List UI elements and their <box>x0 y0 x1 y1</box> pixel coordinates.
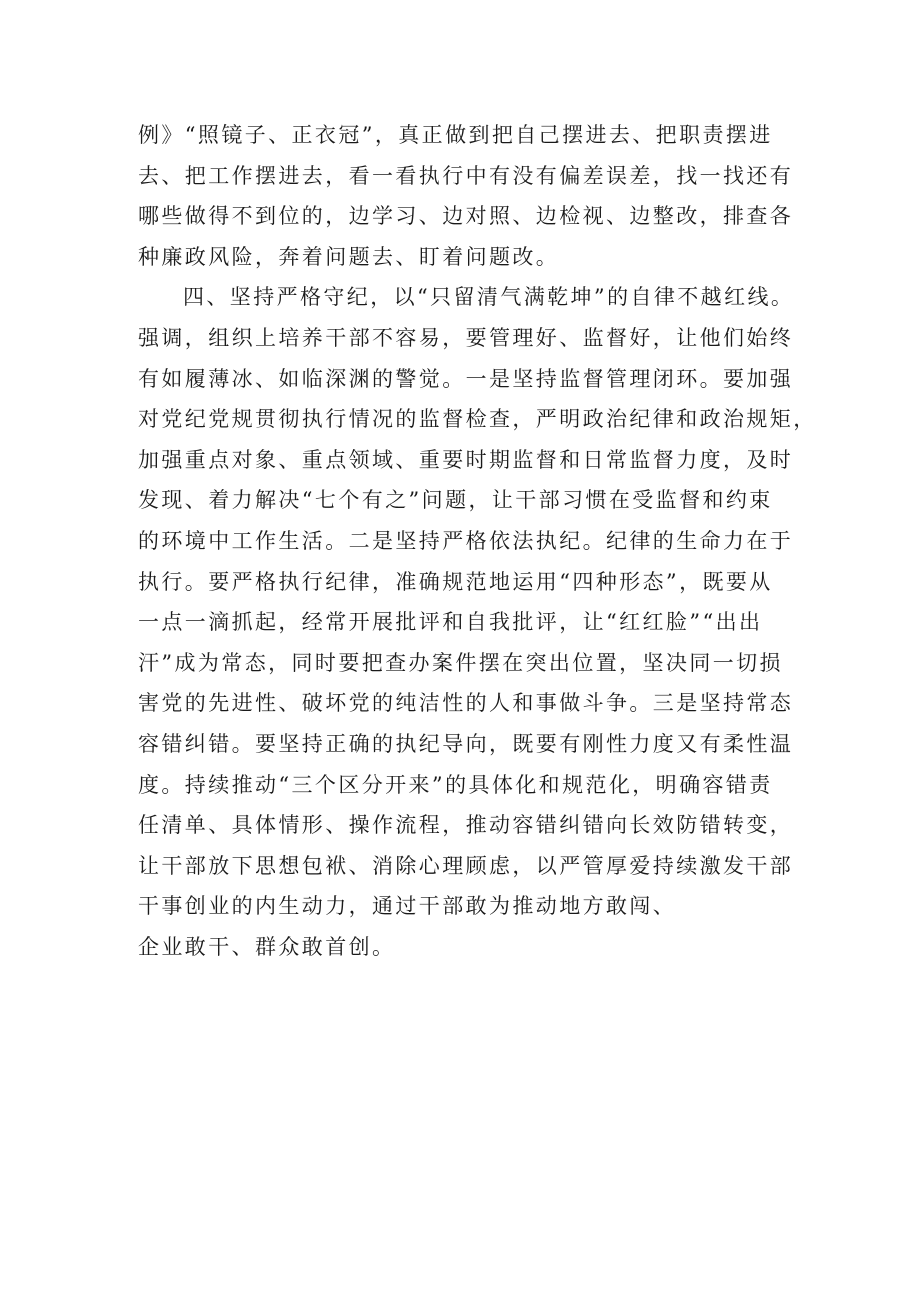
text-line: 强调，组织上培养干部不容易，要管理好、监督好，让他们始终 <box>138 325 794 350</box>
text-line: 去、把工作摆进去，看一看执行中有没有偏差误差，找一找还有 <box>138 163 794 188</box>
text-line: 企业敢干、群众敢首创。 <box>138 934 396 959</box>
text-line: 汗”成为常态，同时要把查办案件摆在突出位置，坚决同一切损 <box>138 650 783 675</box>
text-line: 哪些做得不到位的，边学习、边对照、边检视、边整改，排查各 <box>138 204 794 229</box>
text-line: 例》“照镜子、正衣冠”，真正做到把自己摆进去、把职责摆进 <box>138 123 773 147</box>
text-line: 让干部放下思想包袱、消除心理顾虑，以严管厚爱持续激发干部 <box>138 853 794 878</box>
text-line: 有如履薄冰、如临深渊的警觉。一是坚持监督管理闭环。要加强 <box>138 366 794 391</box>
text-line: 容错纠错。要坚持正确的执纪导向，既要有刚性力度又有柔性温 <box>138 731 794 756</box>
text-line: 对党纪党规贯彻执行情况的监督检查，严明政治纪律和政治规矩， <box>138 407 817 432</box>
text-line: 任清单、具体情形、操作流程，推动容错纠错向长效防错转变， <box>138 813 794 838</box>
document-body <box>138 115 818 967</box>
text-line: 加强重点对象、重点领域、重要时期监督和日常监督力度，及时 <box>138 447 794 472</box>
text-line: 种廉政风险，奔着问题去、盯着问题改。 <box>138 244 560 269</box>
text-line: 害党的先进性、破坏党的纯洁性的人和事做斗争。三是坚持常态 <box>138 691 794 716</box>
text-line: 一点一滴抓起，经常开展批评和自我批评，让“红红脸”“出出 <box>138 610 763 635</box>
text-line: 执行。要严格执行纪律，准确规范地运用“四种形态”，既要从 <box>138 569 773 594</box>
section-heading-line: 四、坚持严格守纪，以“只留清气满乾坤”的自律不越红线。 <box>183 285 795 310</box>
text-line: 的环境中工作生活。二是坚持严格依法执纪。纪律的生命力在于 <box>138 528 794 553</box>
text-line: 发现、着力解决“七个有之”问题，让干部习惯在受监督和约束 <box>138 488 773 513</box>
text-line: 度。持续推动“三个区分开来”的具体化和规范化，明确容错责 <box>138 772 773 797</box>
text-line: 干事创业的内生动力，通过干部敢为推动地方敢闯、 <box>138 894 677 919</box>
